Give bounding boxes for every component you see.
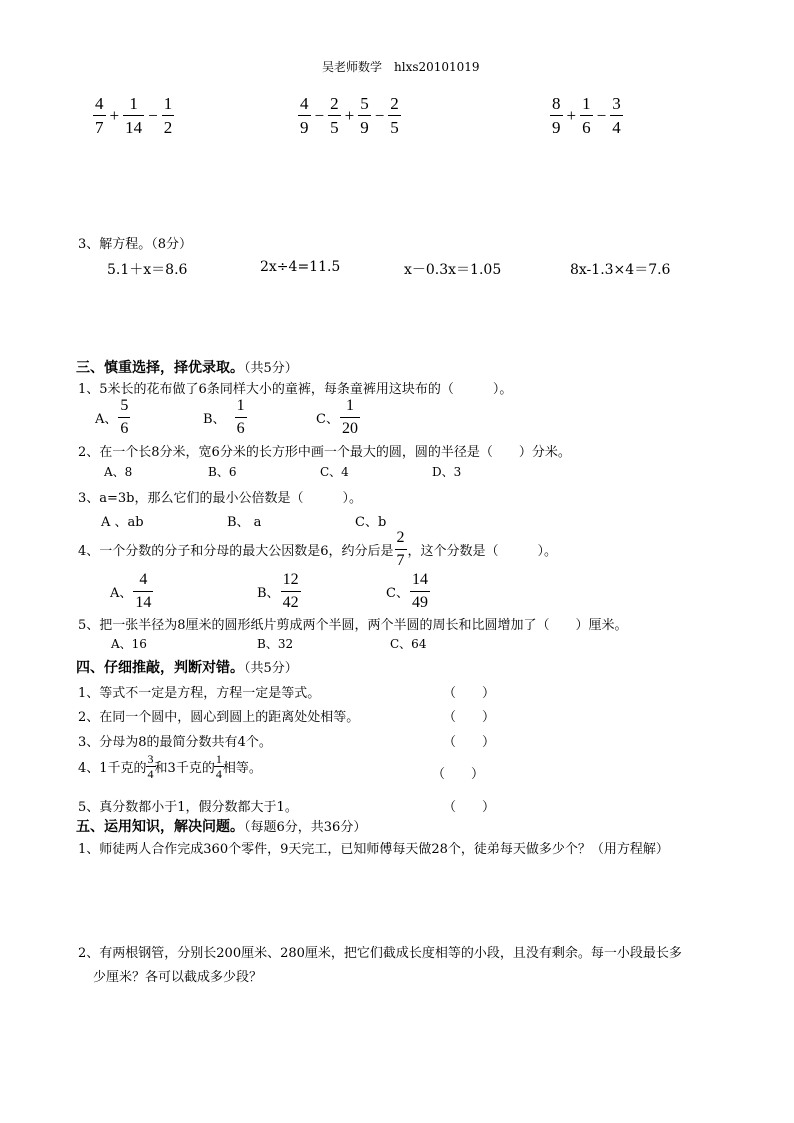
judge-bracket-3: （ ） xyxy=(443,735,496,750)
choice-1-option-a: A、 $\frac{5}{6}$ xyxy=(95,397,129,437)
judge-bracket-2: （ ） xyxy=(443,710,496,725)
fraction: $\frac{1}{2}$ xyxy=(163,94,173,137)
choice-3-option-c: C、b xyxy=(355,515,387,530)
judge-item-5: 5、真分数都小于1，假分数都大于1。 xyxy=(78,800,298,815)
fraction: $\frac{3}{4}$ xyxy=(612,94,621,137)
operator: + xyxy=(344,105,355,125)
judge-item-3: 3、分母为8的最简分数共有4个。 xyxy=(78,735,272,750)
fraction: $\frac{3}{4}$ xyxy=(147,752,154,781)
choice-2-option-b: B、6 xyxy=(208,465,237,479)
fraction: $\frac{1}{6}$ xyxy=(236,397,245,437)
judge-item-1: 1、等式不一定是方程，方程一定是等式。 xyxy=(78,686,321,701)
choice-question-2: 2、在一个长8分米，宽6分米的长方形中画一个最大的圆，圆的半径是（ ）分米。 xyxy=(78,445,571,460)
choice-3-option-b: B、 a xyxy=(227,515,262,530)
fraction: $\frac{4}{7}$ xyxy=(95,94,104,137)
section-5-title: 五、运用知识，解决问题。（每题6分，共36分） xyxy=(76,819,367,835)
choice-4-option-a: A、 $\frac{4}{14}$ xyxy=(110,571,152,611)
operator: + xyxy=(566,105,577,125)
fraction: $\frac{1}{6}$ xyxy=(582,94,591,137)
fraction: $\frac{4}{14}$ xyxy=(135,571,152,611)
section-4-title: 四、仔细推敲，判断对错。（共5分） xyxy=(76,660,298,676)
choice-1-option-c: C、 $\frac{1}{20}$ xyxy=(316,397,358,437)
operator: − xyxy=(148,105,158,125)
fraction: $\frac{5}{6}$ xyxy=(120,397,129,437)
fraction: $\frac{2}{5}$ xyxy=(330,94,339,137)
choice-question-5: 5、把一张半径为8厘米的圆形纸片剪成两个半圆，两个半圆的周长和比圆增加了（ ）厘米。 xyxy=(78,618,628,633)
fraction: $\frac{8}{9}$ xyxy=(552,94,561,137)
fraction: $\frac{1}{4}$ xyxy=(215,752,222,781)
fraction: $\frac{1}{14}$ xyxy=(125,94,143,137)
choice-question-4: 4、一个分数的分子和分母的最大公因数是6，约分后是 $\frac{2}{7}$ ，这个分数是（ ）。 xyxy=(78,529,558,569)
problem-2-line-2: 少厘米？各可以截成多少段？ xyxy=(93,970,263,985)
choice-question-3: 3、a=3b，那么它们的最小公倍数是（ ）。 xyxy=(78,491,363,506)
problem-1: 1、师徒两人合作完成360个零件，9天完工，已知师傅每天做28个，徒弟每天做多少个？（用方程解） xyxy=(78,842,669,857)
equation-1: 5.1＋x＝8.6 xyxy=(107,262,188,278)
choice-5-option-b: B、32 xyxy=(257,637,294,651)
fraction-expression-1 xyxy=(92,95,175,136)
choice-2-option-d: D、3 xyxy=(432,465,462,479)
fraction: $\frac{5}{9}$ xyxy=(360,94,369,137)
operator: − xyxy=(314,105,325,125)
operator: − xyxy=(596,105,607,125)
equations-title: 3、解方程。（8分） xyxy=(78,237,193,252)
choice-3-option-a: A 、ab xyxy=(101,515,144,530)
choice-5-option-a: A、16 xyxy=(111,637,147,651)
fraction: $\frac{2}{5}$ xyxy=(390,94,399,137)
operator: + xyxy=(109,105,120,125)
judge-item-4: 4、1千克的 $\frac{3}{4}$ 和3千克的 $\frac{1}{4}$ 相等。 xyxy=(78,752,262,781)
choice-2-option-a: A、8 xyxy=(104,465,133,479)
judge-item-2: 2、在同一个圆中，圆心到圆上的距离处处相等。 xyxy=(78,710,360,725)
operator: − xyxy=(374,105,385,125)
choice-2-option-c: C、4 xyxy=(320,465,349,479)
section-3-title: 三、慎重选择，择优录取。（共5分） xyxy=(76,360,298,376)
equation-4: 8x-1.3×4＝7.6 xyxy=(570,262,671,278)
choice-4-option-c: C、 $\frac{14}{49}$ xyxy=(386,571,428,611)
fraction: $\frac{14}{49}$ xyxy=(411,571,428,611)
judge-bracket-4: （ ） xyxy=(432,767,485,782)
judge-bracket-1: （ ） xyxy=(443,686,496,701)
fraction: $\frac{1}{20}$ xyxy=(341,397,358,437)
choice-question-1: 1、5米长的花布做了6条同样大小的童裤，每条童裤用这块布的（ ）。 xyxy=(78,382,513,397)
problem-2-line-1: 2、有两根钢管，分别长200厘米、280厘米，把它们截成长度相等的小段，且没有剩余。每一小段最长多 xyxy=(78,946,682,961)
fraction-expression-3 xyxy=(549,95,624,136)
page-header: 吴老师数学 hlxs20101019 xyxy=(322,60,480,74)
fraction: $\frac{2}{7}$ xyxy=(396,529,405,569)
equation-3: x－0.3x＝1.05 xyxy=(404,262,502,278)
fraction: $\frac{12}{42}$ xyxy=(282,571,299,611)
choice-4-option-b: B、 $\frac{12}{42}$ xyxy=(257,571,299,611)
choice-1-option-b: B、 $\frac{1}{6}$ xyxy=(203,397,245,437)
fraction: $\frac{4}{9}$ xyxy=(300,94,309,137)
choice-5-option-c: C、64 xyxy=(390,637,427,651)
fraction-expression-2 xyxy=(297,95,402,136)
judge-bracket-5: （ ） xyxy=(443,800,496,815)
equation-2: 2x÷4=11.5 xyxy=(260,259,341,275)
